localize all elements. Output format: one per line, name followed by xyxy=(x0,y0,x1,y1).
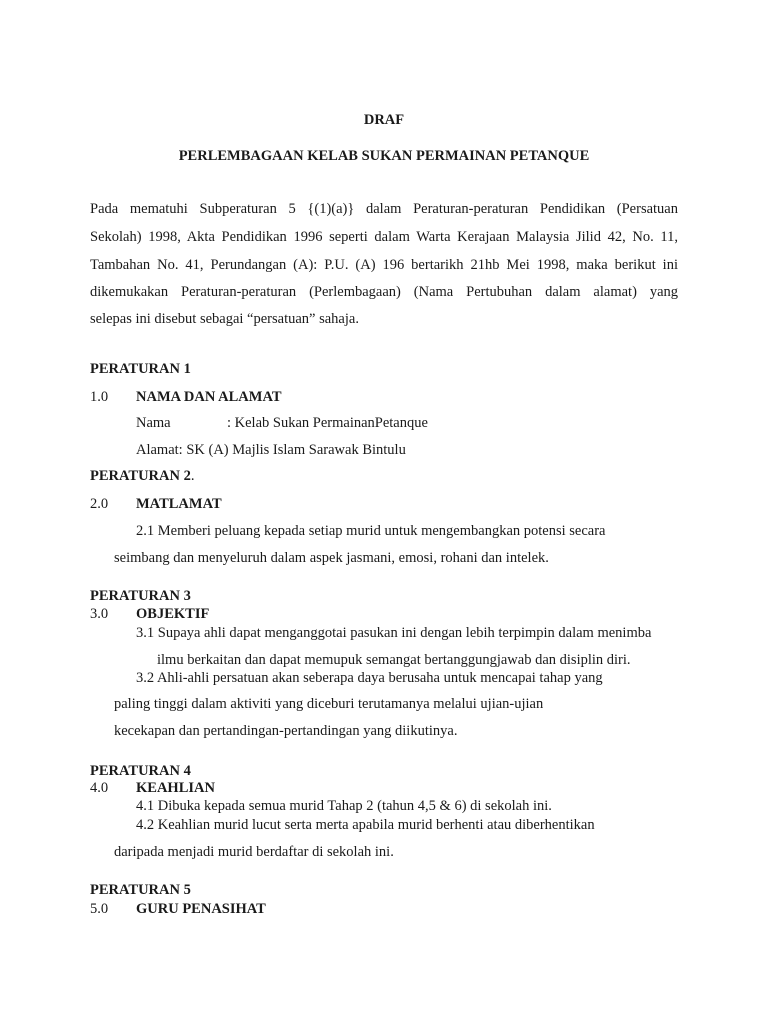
objektif-line-4: paling tinggi dalam aktiviti yang diceburi terutamanya melalui ujian-ujian xyxy=(114,696,544,712)
intro-line-1: Pada mematuhi Subperaturan 5 {(1)(a)} dalam Peraturan-peraturan Pendidikan (Persatuan xyxy=(90,201,678,217)
section-3-title: OBJEKTIF xyxy=(136,606,210,622)
peraturan-1-heading: PERATURAN 1 xyxy=(90,361,191,377)
section-1-title: NAMA DAN ALAMAT xyxy=(136,389,282,405)
intro-line-4: dikemukakan Peraturan-peraturan (Perlembagaan) (Nama Pertubuhan dalam alamat) yang xyxy=(90,284,678,300)
alamat-line: Alamat: SK (A) Majlis Islam Sarawak Bintulu xyxy=(136,442,406,458)
section-5-number: 5.0 xyxy=(90,901,109,917)
peraturan-5-heading: PERATURAN 5 xyxy=(90,882,191,898)
keahlian-line-1: 4.1 Dibuka kepada semua murid Tahap 2 (tahun 4,5 & 6) di sekolah ini. xyxy=(136,798,552,814)
document-title: DRAF xyxy=(363,112,405,128)
document-subtitle: PERLEMBAGAAN KELAB SUKAN PERMAINAN PETANQUE xyxy=(178,148,590,164)
peraturan-3-heading: PERATURAN 3 xyxy=(90,588,191,604)
peraturan-2-heading-wrap xyxy=(90,469,194,484)
peraturan-4-heading: PERATURAN 4 xyxy=(90,763,191,779)
objektif-line-1: 3.1 Supaya ahli dapat menganggotai pasukan ini dengan lebih terpimpin dalam menimba xyxy=(136,625,652,641)
keahlian-line-3: daripada menjadi murid berdaftar di sekolah ini. xyxy=(114,844,394,860)
section-2-number: 2.0 xyxy=(90,496,109,512)
objektif-line-3: 3.2 Ahli-ahli persatuan akan seberapa daya berusaha untuk mencapai tahap yang xyxy=(136,670,603,686)
intro-line-5: selepas ini disebut sebagai “persatuan” sahaja. xyxy=(90,311,359,327)
nama-label: Nama xyxy=(136,415,171,431)
objektif-line-2: ilmu berkaitan dan dapat memupuk semangat bertanggungjawab dan disiplin diri. xyxy=(157,652,631,668)
section-1-number: 1.0 xyxy=(90,389,109,405)
section-3-number: 3.0 xyxy=(90,606,109,622)
section-5-title: GURU PENASIHAT xyxy=(136,901,266,917)
nama-value: : Kelab Sukan PermainanPetanque xyxy=(227,415,428,431)
objektif-line-5: kecekapan dan pertandingan-pertandingan yang diikutinya. xyxy=(114,723,458,739)
matlamat-line-2: seimbang dan menyeluruh dalam aspek jasmani, emosi, rohani dan intelek. xyxy=(114,550,549,566)
section-2-title: MATLAMAT xyxy=(136,496,222,512)
matlamat-line-1: 2.1 Memberi peluang kepada setiap murid untuk mengembangkan potensi secara xyxy=(136,523,606,539)
section-4-number: 4.0 xyxy=(90,780,109,796)
intro-line-3: Tambahan No. 41, Perundangan (A): P.U. (A) 196 bertarikh 21hb Mei 1998, maka berikut ini xyxy=(90,257,678,273)
peraturan-2-heading-dot: . xyxy=(190,468,195,484)
peraturan-2-heading: PERATURAN 2 xyxy=(90,468,191,484)
keahlian-line-2: 4.2 Keahlian murid lucut serta merta apabila murid berhenti atau diberhentikan xyxy=(136,817,595,833)
section-4-title: KEAHLIAN xyxy=(136,780,215,796)
intro-line-2: Sekolah) 1998, Akta Pendidikan 1996 seperti dalam Warta Kerajaan Malaysia Jilid 42, No. 11, xyxy=(90,229,678,245)
